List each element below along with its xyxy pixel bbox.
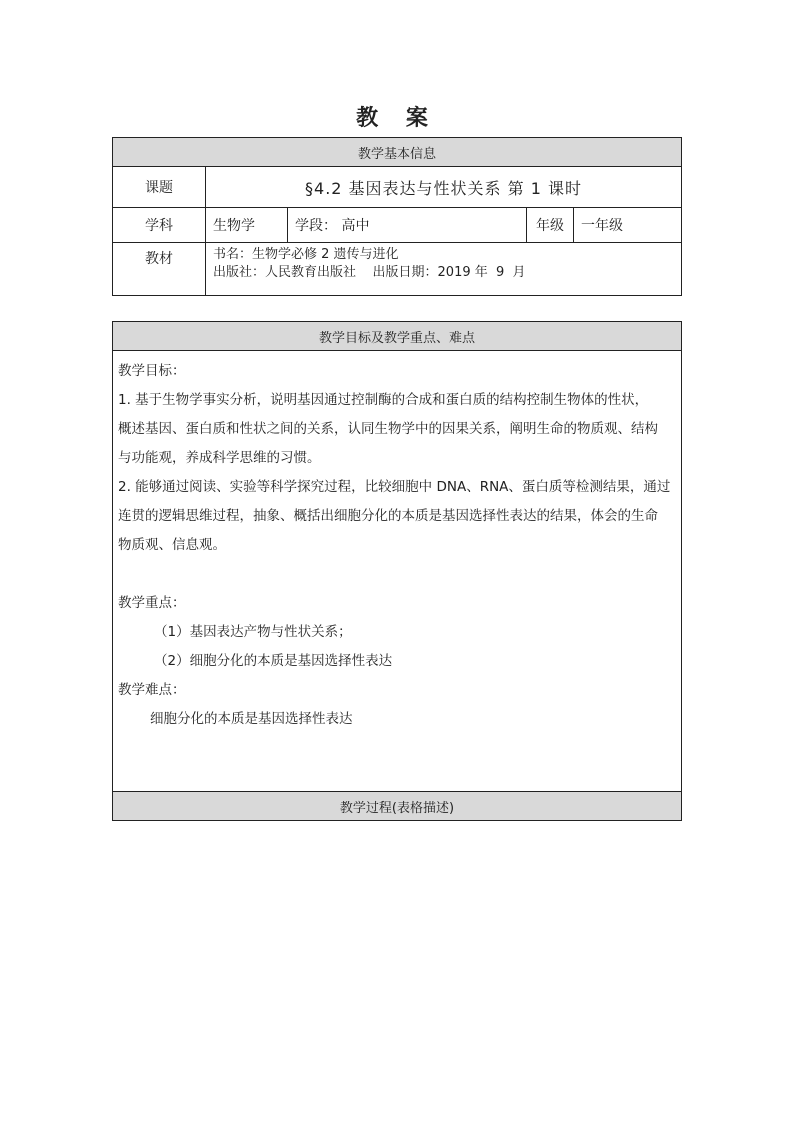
topic-value: §4.2 基因表达与性状关系 第 1 课时 <box>206 167 682 208</box>
objective-1-line-1: 1. 基于生物学事实分析，说明基因通过控制酶的合成和蛋白质的结构控制生物体的性状， <box>118 392 649 408</box>
goals-table <box>112 321 682 821</box>
book-name-line: 书名：生物学必修 2 遗传与进化 <box>213 247 399 262</box>
stage-label: 学段： <box>295 218 337 234</box>
objectives-heading: 教学目标： <box>118 363 186 379</box>
key-point-2: （2）细胞分化的本质是基因选择性表达 <box>154 653 393 669</box>
process-header: 教学过程(表格描述) <box>113 792 682 821</box>
textbook-label: 教材 <box>113 243 206 296</box>
spacer <box>118 560 675 589</box>
stage-value: 高中 <box>341 218 370 234</box>
objective-2-line-2: 连贯的逻辑思维过程，抽象、概括出细胞分化的本质是基因选择性表达的结果，体会的生命 <box>118 508 658 524</box>
goals-header: 教学目标及教学重点、难点 <box>113 322 682 351</box>
difficulty-heading: 教学难点： <box>118 682 186 698</box>
key-point-1: （1）基因表达产物与性状关系； <box>154 624 352 640</box>
basic-info-table <box>112 137 682 296</box>
grade-value: 一年级 <box>574 208 682 243</box>
document-title: 教 案 <box>356 105 438 131</box>
objective-1-line-2: 概述基因、蛋白质和性状之间的关系，认同生物学中的因果关系，阐明生命的物质观、结构 <box>118 421 658 437</box>
publisher-line: 出版社：人民教育出版社 出版日期：2019 年 9 月 <box>213 265 526 280</box>
stage-cell <box>288 208 527 243</box>
textbook-cell <box>206 243 682 296</box>
objective-1-line-3: 与功能观，养成科学思维的习惯。 <box>118 450 321 466</box>
key-points-heading: 教学重点： <box>118 595 186 611</box>
difficulty-1: 细胞分化的本质是基因选择性表达 <box>150 711 353 727</box>
objective-2-line-1: 2. 能够通过阅读、实验等科学探究过程，比较细胞中 DNA、RNA、蛋白质等检测结果，通过 <box>118 479 671 495</box>
topic-label: 课题 <box>113 167 206 208</box>
grade-label: 年级 <box>527 208 574 243</box>
subject-value: 生物学 <box>206 208 288 243</box>
goals-content <box>113 351 681 734</box>
subject-label: 学科 <box>113 208 206 243</box>
objective-2-line-3: 物质观、信息观。 <box>118 537 226 553</box>
basic-info-header: 教学基本信息 <box>113 138 682 167</box>
goals-body-cell <box>113 351 682 792</box>
